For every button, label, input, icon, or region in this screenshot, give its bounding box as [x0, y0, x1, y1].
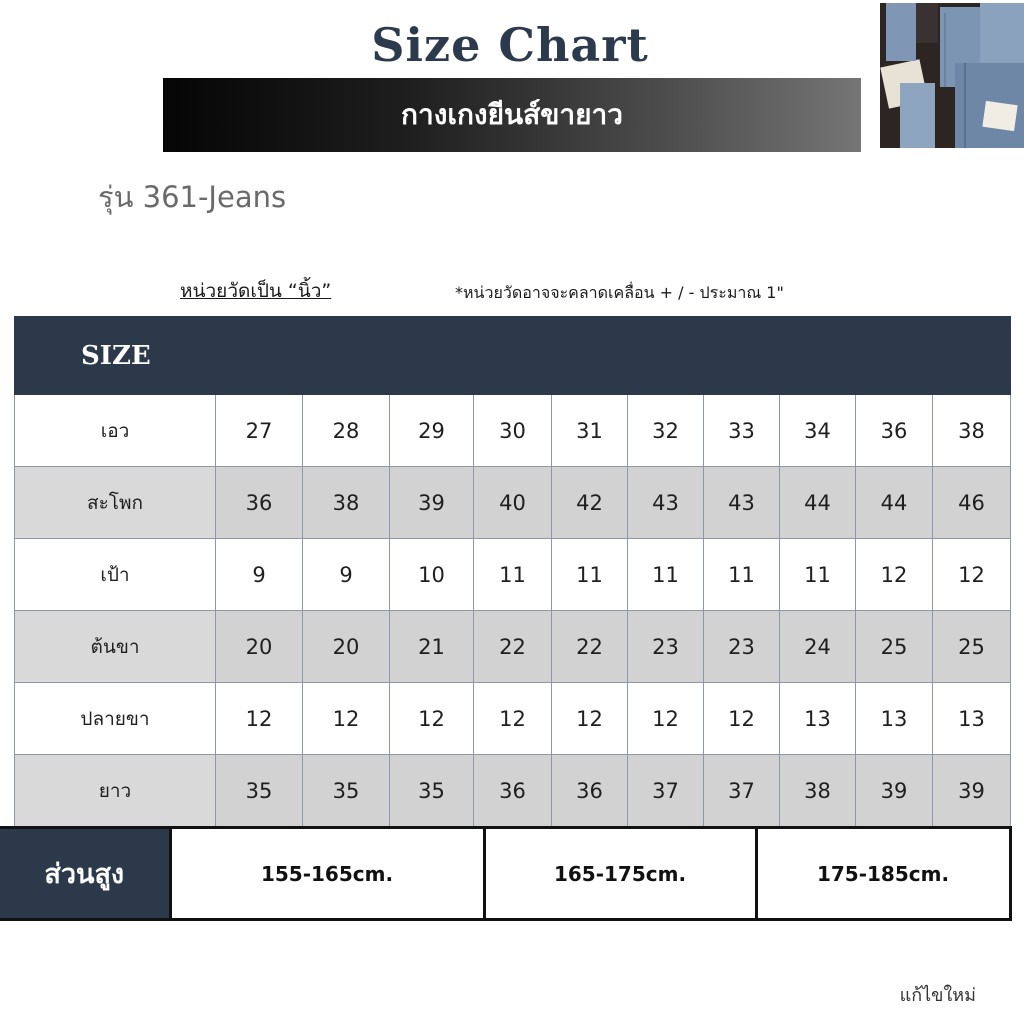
measurement-value: 37	[628, 755, 704, 827]
measurement-value: 20	[216, 611, 303, 683]
measurement-value: 9	[216, 539, 303, 611]
measurement-value: 30	[474, 395, 552, 467]
measurement-value: 11	[474, 539, 552, 611]
measurement-value: 33	[704, 395, 780, 467]
measurement-value: 12	[216, 683, 303, 755]
height-range-2: 165-175cm.	[484, 828, 756, 920]
measurement-value: 31	[552, 395, 628, 467]
measurement-value: 20	[303, 611, 390, 683]
measurement-value: 34	[780, 395, 856, 467]
height-range-3: 175-185cm.	[756, 828, 1010, 920]
model-label: รุ่น 361-Jeans	[98, 180, 287, 214]
measurement-value: 12	[856, 539, 933, 611]
size-row	[15, 395, 1011, 467]
jeans-photo	[880, 3, 1024, 148]
measurement-value: 22	[552, 611, 628, 683]
unit-note: หน่วยวัดเป็น “นิ้ว”	[180, 280, 332, 302]
measurement-label: เอว	[15, 395, 216, 467]
measurement-value: 36	[216, 467, 303, 539]
measurement-value: 36	[552, 755, 628, 827]
tolerance-note: *หน่วยวัดอาจจะคลาดเคลื่อน + / - ประมาณ 1"	[455, 283, 784, 302]
measurement-value: 29	[390, 395, 474, 467]
measurement-value: 44	[780, 467, 856, 539]
measurement-value: 24	[780, 611, 856, 683]
measurement-value: 25	[856, 611, 933, 683]
subtitle-text: กางเกงยีนส์ขายาว	[401, 98, 623, 131]
measurement-value: 39	[856, 755, 933, 827]
measurement-value: 44	[856, 467, 933, 539]
measurement-value: 21	[390, 611, 474, 683]
size-row	[15, 467, 1011, 539]
measurement-value: 12	[704, 683, 780, 755]
size-row	[15, 755, 1011, 827]
measurement-value: 42	[552, 467, 628, 539]
measurement-value: 35	[390, 755, 474, 827]
measurement-value: 35	[216, 755, 303, 827]
measurement-value: 9	[303, 539, 390, 611]
measurement-value: 13	[780, 683, 856, 755]
measurement-value: 12	[628, 683, 704, 755]
measurement-value: 11	[704, 539, 780, 611]
measurement-value: 38	[780, 755, 856, 827]
height-range-1: 155-165cm.	[170, 828, 484, 920]
size-row	[15, 611, 1011, 683]
measurement-value: 11	[552, 539, 628, 611]
measurement-value: 38	[303, 467, 390, 539]
measurement-value: 13	[856, 683, 933, 755]
size-header-row	[15, 317, 1011, 395]
subtitle-banner	[163, 78, 861, 152]
measurement-value: 12	[390, 683, 474, 755]
measurement-value: 36	[856, 395, 933, 467]
measurement-label: สะโพก	[15, 467, 216, 539]
measurement-value: 11	[628, 539, 704, 611]
measurement-value: 12	[552, 683, 628, 755]
measurement-label: ปลายขา	[15, 683, 216, 755]
measurement-value: 10	[390, 539, 474, 611]
measurement-value: 35	[303, 755, 390, 827]
measurement-value: 11	[780, 539, 856, 611]
measurement-value: 43	[628, 467, 704, 539]
size-row	[15, 539, 1011, 611]
chart-title: Size Chart	[371, 18, 649, 72]
measurement-label: ยาว	[15, 755, 216, 827]
edit-note: แก้ไขใหม่	[899, 985, 976, 1006]
measurement-value: 23	[704, 611, 780, 683]
measurement-value: 39	[933, 755, 1011, 827]
measurement-value: 32	[628, 395, 704, 467]
measurement-value: 43	[704, 467, 780, 539]
measurement-value: 12	[933, 539, 1011, 611]
measurement-value: 36	[474, 755, 552, 827]
measurement-value: 37	[704, 755, 780, 827]
measurement-value: 12	[303, 683, 390, 755]
measurement-label: ต้นขา	[15, 611, 216, 683]
measurement-value: 12	[474, 683, 552, 755]
measurement-value: 38	[933, 395, 1011, 467]
height-row	[0, 828, 1010, 920]
measurement-value: 27	[216, 395, 303, 467]
measurement-value: 46	[933, 467, 1011, 539]
height-table	[0, 826, 1012, 921]
measurement-value: 25	[933, 611, 1011, 683]
measurement-value: 22	[474, 611, 552, 683]
measurement-value: 39	[390, 467, 474, 539]
measurement-value: 23	[628, 611, 704, 683]
measurement-value: 13	[933, 683, 1011, 755]
measurement-label: เป้า	[15, 539, 216, 611]
size-table	[14, 316, 1011, 827]
jeans-photo-image	[880, 3, 1024, 148]
height-label: ส่วนสูง	[0, 828, 170, 920]
size-row	[15, 683, 1011, 755]
measurement-value: 28	[303, 395, 390, 467]
size-header: SIZE	[15, 317, 1011, 395]
measurement-value: 40	[474, 467, 552, 539]
